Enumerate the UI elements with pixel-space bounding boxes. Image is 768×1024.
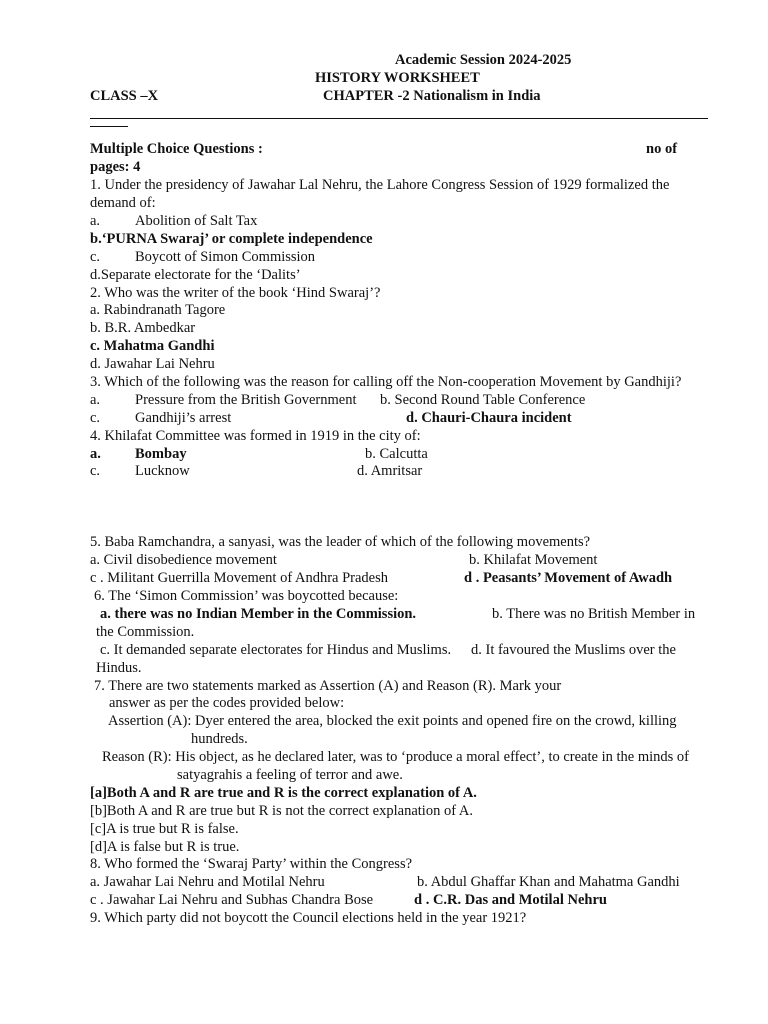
q7-stem-cont-line bbox=[90, 695, 715, 713]
q8-option-d-answer: d . C.R. Das and Motilal Nehru bbox=[414, 892, 607, 909]
q4-option-c-letter: c. bbox=[90, 463, 101, 480]
q5-option-d-answer: d . Peasants’ Movement of Awadh bbox=[464, 570, 673, 587]
q7-assertion-cont-line bbox=[90, 731, 715, 749]
q6-option-d-cont-line bbox=[90, 660, 715, 678]
q1-option-c-text: Boycott of Simon Commission bbox=[135, 248, 316, 265]
spacer bbox=[90, 481, 715, 534]
q1-option-b-answer: b.‘PURNA Swaraj’ or complete independence bbox=[90, 230, 373, 247]
q3-stem: 3. Which of the following was the reason for calling off the Non-cooperation Movement by Gandhiji? bbox=[90, 374, 682, 391]
q1-stem-cont: demand of: bbox=[90, 195, 156, 212]
header-divider bbox=[90, 106, 715, 124]
q6-option-b-cont-line bbox=[90, 624, 715, 642]
q1-option-d: d.Separate electorate for the ‘Dalits’ bbox=[90, 266, 301, 283]
q7-reason-line bbox=[90, 749, 715, 767]
q7-stem-line bbox=[90, 678, 715, 696]
q7-stem: 7. There are two statements marked as Assertion (A) and Reason (R). Mark your bbox=[94, 677, 562, 694]
q6-options-cd bbox=[90, 642, 715, 660]
header-divider-tail bbox=[90, 124, 715, 142]
q8-options-cd bbox=[90, 892, 715, 910]
divider-line bbox=[90, 118, 708, 119]
q1-stem: 1. Under the presidency of Jawahar Lal Nehru, the Lahore Congress Session of 1929 formalized the bbox=[90, 177, 670, 194]
page-count-label: no of bbox=[646, 141, 678, 158]
worksheet-title: HISTORY WORKSHEET bbox=[315, 69, 480, 86]
q5-option-a: a. Civil disobedience movement bbox=[90, 552, 277, 569]
q4-option-c-text: Lucknow bbox=[135, 463, 190, 480]
worksheet-page bbox=[90, 52, 715, 928]
q4-option-b: b. Calcutta bbox=[365, 445, 428, 462]
q6-stem: 6. The ‘Simon Commission’ was boycotted because: bbox=[94, 588, 399, 605]
q5-options-ab bbox=[90, 552, 715, 570]
q2-option-a: a. Rabindranath Tagore bbox=[90, 302, 226, 319]
q3-options-ab bbox=[90, 392, 715, 410]
q2-option-c-answer: c. Mahatma Gandhi bbox=[90, 338, 215, 355]
q4-option-a-answer: Bombay bbox=[135, 445, 187, 462]
q7-option-b: [b]Both A and R are true but R is not the correct explanation of A. bbox=[90, 802, 473, 819]
section-heading-line bbox=[90, 141, 715, 159]
q7-assertion-cont: hundreds. bbox=[191, 731, 248, 748]
section-heading: Multiple Choice Questions : bbox=[90, 141, 263, 158]
q7-option-d: [d]A is false but R is true. bbox=[90, 838, 240, 855]
q7-option-a-answer: [a]Both A and R are true and R is the correct explanation of A. bbox=[90, 784, 477, 801]
q5-option-b: b. Khilafat Movement bbox=[469, 552, 598, 569]
q3-option-c-text: Gandhiji’s arrest bbox=[135, 409, 232, 426]
q4-option-d: d. Amritsar bbox=[357, 463, 423, 480]
q1-option-c bbox=[90, 249, 715, 267]
header-class-line bbox=[90, 88, 715, 106]
q4-option-a-letter: a. bbox=[90, 445, 101, 462]
q1-option-a bbox=[90, 213, 715, 231]
q3-option-c-letter: c. bbox=[90, 409, 101, 426]
q8-option-b: b. Abdul Ghaffar Khan and Mahatma Gandhi bbox=[417, 874, 680, 891]
q8-stem: 8. Who formed the ‘Swaraj Party’ within the Congress? bbox=[90, 856, 413, 873]
q7-assertion-line bbox=[90, 713, 715, 731]
q5-stem: 5. Baba Ramchandra, a sanyasi, was the leader of which of the following movements? bbox=[90, 534, 591, 551]
q7-assertion: Assertion (A): Dyer entered the area, blocked the exit points and opened fire on the crowd, killing bbox=[108, 713, 677, 730]
q3-option-a-letter: a. bbox=[90, 391, 101, 408]
q4-options-ab bbox=[90, 446, 715, 464]
q3-option-a-text: Pressure from the British Government bbox=[135, 391, 357, 408]
q1-option-a-letter: a. bbox=[90, 213, 101, 230]
q2-option-d: d. Jawahar Lai Nehru bbox=[90, 356, 215, 373]
q6-option-c: c. It demanded separate electorates for Hindus and Muslims. bbox=[100, 641, 452, 658]
q2-option-b: b. B.R. Ambedkar bbox=[90, 320, 196, 337]
q5-option-c: c . Militant Guerrilla Movement of Andhra Pradesh bbox=[90, 570, 388, 587]
header-session-line bbox=[90, 52, 715, 70]
q6-option-d: d. It favoured the Muslims over the bbox=[471, 641, 676, 658]
q6-options-ab bbox=[90, 606, 715, 624]
q7-option-c: [c]A is true but R is false. bbox=[90, 820, 239, 837]
q1-option-c-letter: c. bbox=[90, 248, 101, 265]
q7-reason-cont: satyagrahis a feeling of terror and awe. bbox=[177, 766, 403, 783]
q1-option-a-text: Abolition of Salt Tax bbox=[135, 213, 258, 230]
q7-reason: Reason (R): His object, as he declared later, was to ‘produce a moral effect’, to create in the minds of bbox=[102, 749, 689, 766]
q6-option-a-answer: a. there was no Indian Member in the Commission. bbox=[100, 605, 417, 622]
class-label: CLASS –X bbox=[90, 87, 159, 104]
divider-line-tail bbox=[90, 126, 128, 127]
academic-session: Academic Session 2024-2025 bbox=[395, 52, 572, 68]
header-title-line bbox=[90, 70, 715, 88]
q7-stem-cont: answer as per the codes provided below: bbox=[109, 695, 345, 712]
q3-option-d-answer: d. Chauri-Chaura incident bbox=[406, 409, 572, 426]
q4-stem: 4. Khilafat Committee was formed in 1919 in the city of: bbox=[90, 427, 421, 444]
q2-stem: 2. Who was the writer of the book ‘Hind Swaraj’? bbox=[90, 284, 381, 301]
page-count-value: pages: 4 bbox=[90, 159, 141, 176]
chapter-title: CHAPTER -2 Nationalism in India bbox=[323, 87, 541, 104]
q8-option-a: a. Jawahar Lai Nehru and Motilal Nehru bbox=[90, 874, 325, 891]
q3-options-cd bbox=[90, 410, 715, 428]
q5-options-cd bbox=[90, 570, 715, 588]
q8-options-ab bbox=[90, 874, 715, 892]
q6-option-b: b. There was no British Member in bbox=[492, 605, 696, 622]
q6-option-d-cont: Hindus. bbox=[96, 659, 142, 676]
q8-option-c: c . Jawahar Lai Nehru and Subhas Chandra Bose bbox=[90, 892, 374, 909]
q9-stem: 9. Which party did not boycott the Council elections held in the year 1921? bbox=[90, 910, 527, 927]
q3-option-b: b. Second Round Table Conference bbox=[380, 391, 586, 408]
q7-reason-cont-line bbox=[90, 767, 715, 785]
q6-stem-line bbox=[90, 588, 715, 606]
q4-options-cd bbox=[90, 463, 715, 481]
q6-option-b-cont: the Commission. bbox=[96, 623, 195, 640]
